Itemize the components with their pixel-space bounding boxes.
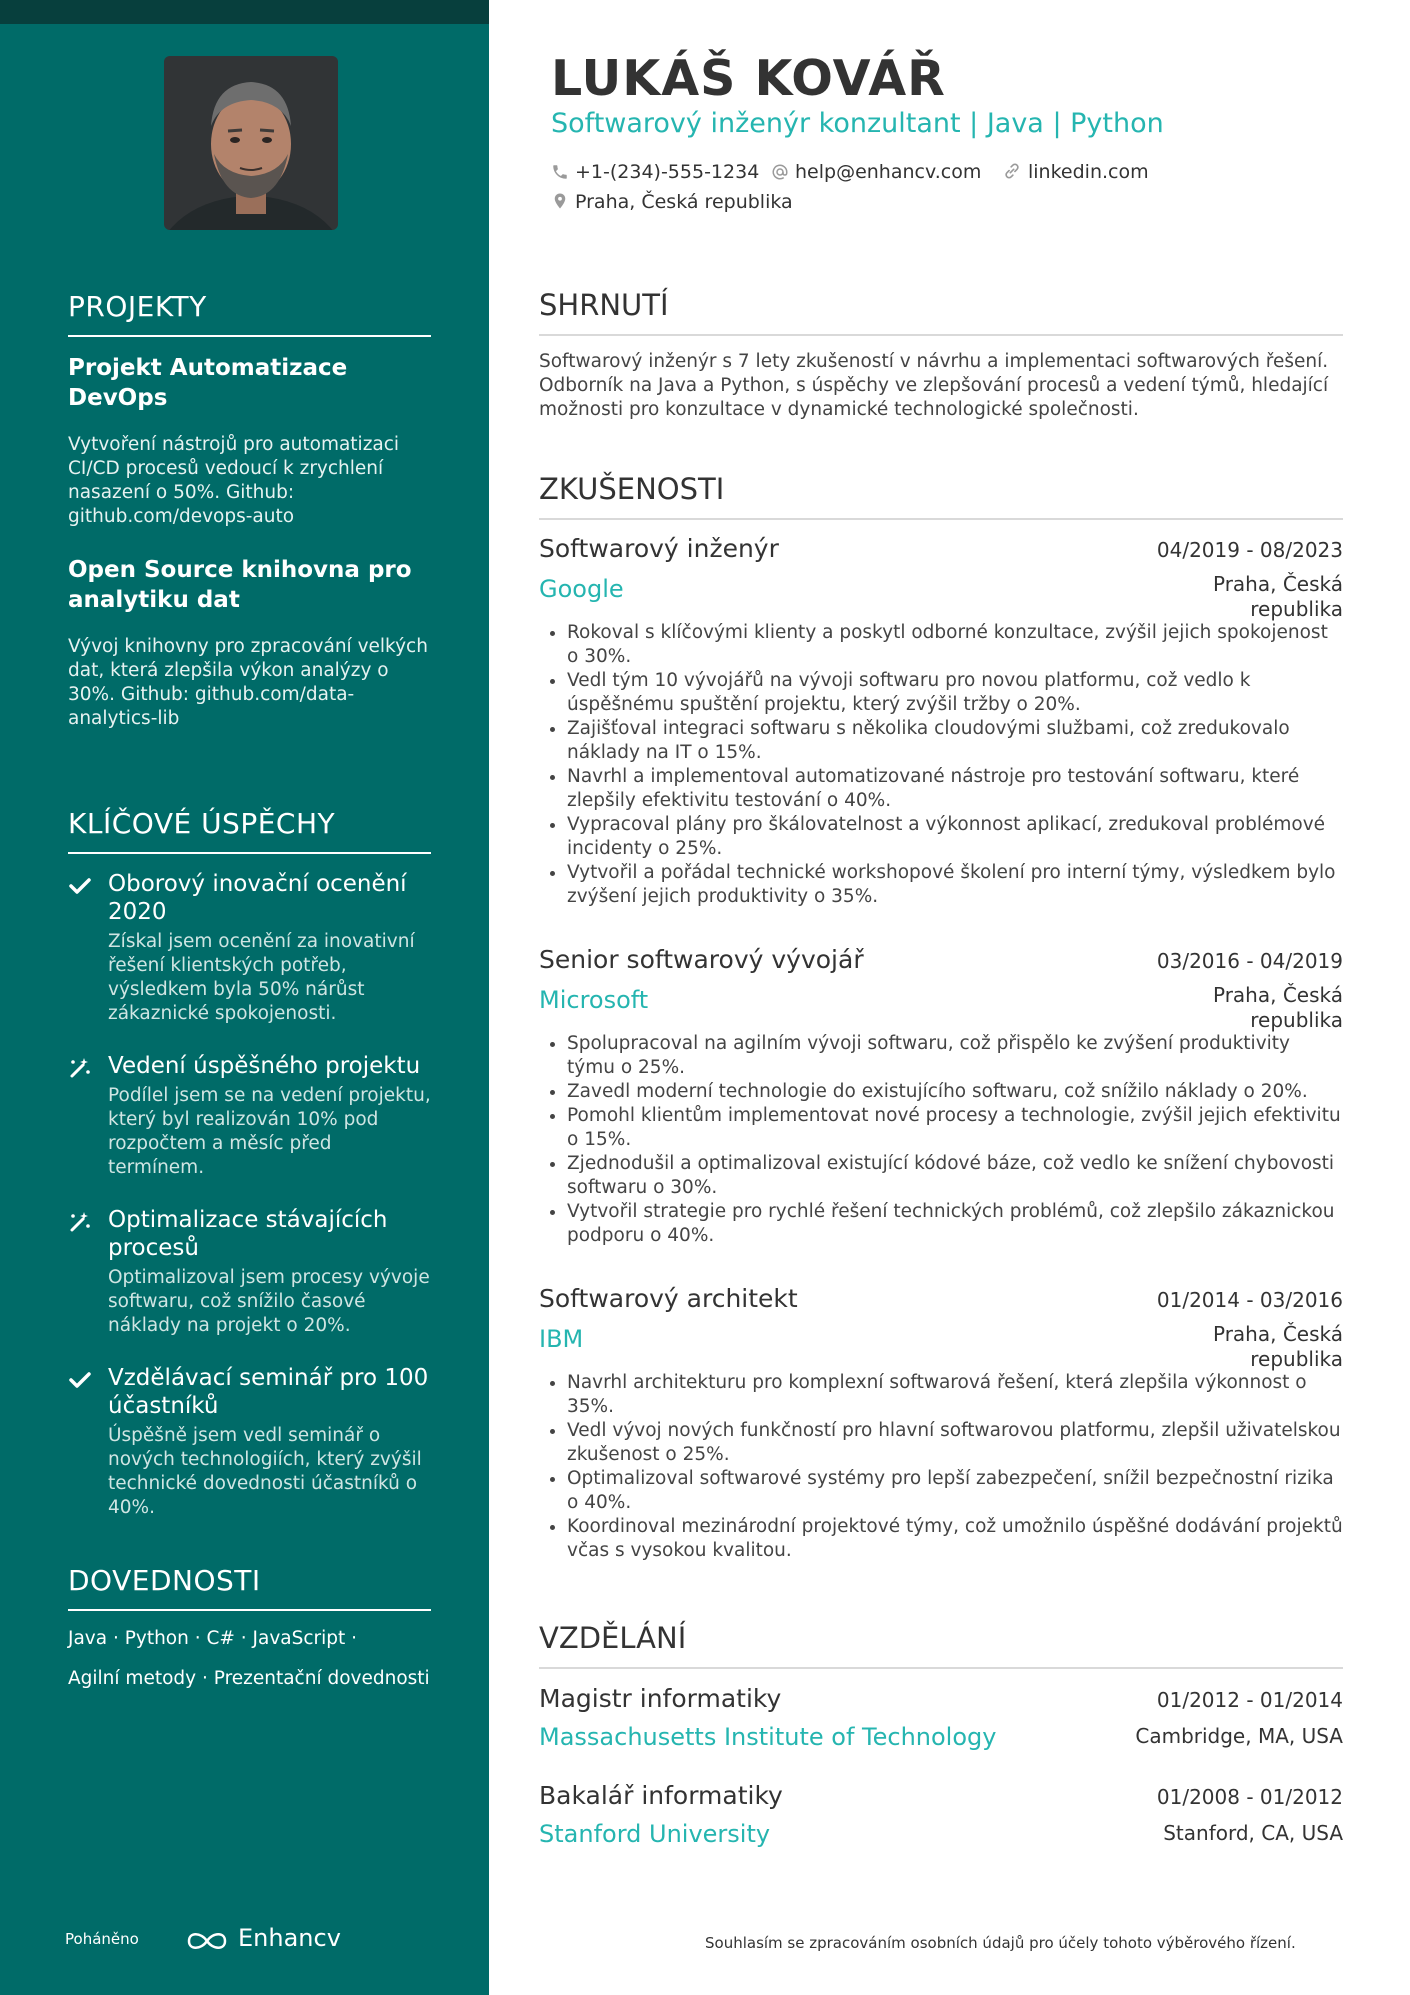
- achievement-title: Oborový inovační ocenění 2020: [108, 871, 407, 925]
- list-item: • Spolupracoval na agilním vývoji softwaru, což přispělo ke zvýšení produktivity týmu o 25%.: [567, 1032, 1343, 1080]
- list-item: • Navrhl a implementoval automatizované nástroje pro testování softwaru, které zlepšily efektivitu testování o 40%.: [567, 765, 1343, 813]
- list-item: • Zajišťoval integraci softwaru s několika cloudovými službami, což zredukovalo náklady na IT o 15%.: [567, 717, 1343, 765]
- list-item: • Rokoval s klíčovými klienty a poskytl odborné konzultace, zvýšil jejich spokojenost o 30%.: [567, 621, 1343, 669]
- achievement-title: Vedení úspěšného projektu: [108, 1053, 421, 1079]
- degree-title: Bakalář informatiky: [539, 1781, 783, 1810]
- education-location: Stanford, CA, USA: [1163, 1821, 1343, 1845]
- achievement-description: Podílel jsem se na vedení projektu, který byl realizován 10% pod rozpočtem a měsíc před termínem.: [108, 1085, 431, 1178]
- job-title: Senior softwarový vývojář: [539, 945, 864, 974]
- magic-wand-icon: [68, 1210, 92, 1234]
- school-name: Massachusetts Institute of Technology: [539, 1723, 997, 1751]
- achievement-description: Optimalizoval jsem procesy vývoje softwaru, což snížilo časové náklady na projekt o 20%.: [108, 1267, 430, 1336]
- list-item: • Optimalizoval softwarové systémy pro lepší zabezpečení, snížil bezpečnostní rizika o 40%.: [567, 1467, 1343, 1515]
- project-item: [68, 555, 431, 731]
- achievement-item: [68, 1206, 431, 1338]
- job-entry: [539, 1284, 1343, 1563]
- list-item: • Pomohl klientům implementovat nové procesy a technologie, zvýšil jejich efektivitu o 15%.: [567, 1104, 1343, 1152]
- skills-heading: DOVEDNOSTI: [68, 1564, 431, 1611]
- phone-icon: [551, 163, 569, 181]
- project-title: Projekt Automatizace DevOps: [68, 355, 348, 411]
- experience-heading: ZKUŠENOSTI: [539, 472, 1343, 520]
- link-icon: [1002, 161, 1022, 181]
- job-location: Praha, Česká republika: [1212, 572, 1343, 621]
- linkedin-contact[interactable]: [1002, 161, 1149, 183]
- education-dates: 01/2012 - 01/2014: [1156, 1688, 1343, 1712]
- job-title: Softwarový architekt: [539, 1284, 798, 1313]
- education-entry: [539, 1684, 1343, 1751]
- candidate-name: LUKÁŠ KOVÁŘ: [551, 50, 946, 107]
- check-icon: [68, 1368, 92, 1392]
- job-dates: 03/2016 - 04/2019: [1156, 949, 1343, 973]
- location-pin-icon: [551, 191, 569, 211]
- education-dates: 01/2008 - 01/2012: [1156, 1785, 1343, 1809]
- check-icon: [68, 874, 92, 898]
- job-entry: [539, 945, 1343, 1248]
- at-icon: [771, 163, 789, 181]
- summary-text: Softwarový inženýr s 7 lety zkušeností v návrhu a implementaci softwarových řešení. Odborník na Java a Python, s úspěchy ve zlepšování procesů a vedení týmů, hledající možnosti pro konzultace v dynamické technologické společnosti.: [539, 351, 1329, 420]
- achievement-item: [68, 1364, 431, 1520]
- achievements-section: [68, 807, 431, 1520]
- skills-list: Agilní metody · Prezentační dovednosti: [68, 1668, 430, 1689]
- job-dates: 01/2014 - 03/2016: [1156, 1288, 1343, 1312]
- summary-heading: SHRNUTÍ: [539, 288, 1343, 336]
- linkedin-link[interactable]: linkedin.com: [1028, 161, 1149, 183]
- profile-photo: [164, 56, 338, 230]
- skills-section: [68, 1564, 431, 1691]
- list-item: • Zjednodušil a optimalizoval existující kódové báze, což vedlo ke snížení chybovosti softwaru o 30%.: [567, 1152, 1343, 1200]
- project-description: Vytvoření nástrojů pro automatizaci CI/CD procesů vedoucí k zrychlení nasazení o 50%. Github: github.com/devops-auto: [68, 434, 400, 527]
- job-dates: 04/2019 - 08/2023: [1156, 538, 1343, 562]
- project-title: Open Source knihovna pro analytiku dat: [68, 557, 412, 613]
- location-text: Praha, Česká republika: [575, 191, 793, 213]
- job-bullets: [539, 1371, 1343, 1563]
- list-item: • Vytvořil strategie pro rychlé řešení technických problémů, což zlepšilo zákaznickou podporu o 40%.: [567, 1200, 1343, 1248]
- achievement-description: Úspěšně jsem vedl seminář o nových technologiích, který zvýšil technické dovednosti účastníků o 40%.: [108, 1425, 422, 1518]
- list-item: • Vedl tým 10 vývojářů na vývoji softwaru pro novou platformu, což vedlo k úspěšnému spuštění projektu, který zvýšil tržby o 20%.: [567, 669, 1343, 717]
- education-location: Cambridge, MA, USA: [1135, 1724, 1343, 1748]
- company-name: Google: [539, 575, 624, 603]
- email-contact[interactable]: [771, 161, 981, 183]
- projects-heading: PROJEKTY: [68, 290, 431, 337]
- achievement-title: Optimalizace stávajících procesů: [108, 1207, 388, 1261]
- email-address[interactable]: help@enhancv.com: [795, 161, 982, 183]
- company-name: IBM: [539, 1325, 584, 1353]
- job-title: Softwarový inženýr: [539, 534, 779, 563]
- degree-title: Magistr informatiky: [539, 1684, 782, 1713]
- project-item: [68, 353, 431, 529]
- list-item: • Vedl vývoj nových funkčností pro hlavní softwarovou platformu, zlepšil uživatelskou zkušenost o 25%.: [567, 1419, 1343, 1467]
- skills-list: Java · Python · C# · JavaScript ·: [68, 1628, 358, 1649]
- project-description: Vývoj knihovny pro zpracování velkých dat, která zlepšila výkon analýzy o 30%. Github: github.com/data-analytics-lib: [68, 636, 428, 729]
- achievement-description: Získal jsem ocenění za inovativní řešení klientských potřeb, výsledkem byla 50% nárůst zákaznické spokojenosti.: [108, 931, 415, 1024]
- job-bullets: [539, 621, 1343, 909]
- achievements-heading: KLÍČOVÉ ÚSPĚCHY: [68, 807, 431, 854]
- list-item: • Vypracoval plány pro škálovatelnost a výkonnost aplikací, zredukoval problémové incidenty o 25%.: [567, 813, 1343, 861]
- company-name: Microsoft: [539, 986, 649, 1014]
- phone-number: +1-(234)-555-1234: [575, 161, 760, 183]
- job-location: Praha, Česká republika: [1212, 983, 1343, 1032]
- powered-by-label: Poháněno: [65, 1930, 139, 1948]
- projects-section: [68, 290, 431, 731]
- magic-wand-icon: [68, 1056, 92, 1080]
- list-item: • Vytvořil a pořádal technické workshopové školení pro interní týmy, výsledkem bylo zvýšení jejich produktivity o 35%.: [567, 861, 1343, 909]
- sidebar: [0, 0, 489, 1995]
- list-item: • Navrhl architekturu pro komplexní softwarová řešení, která zlepšila výkonnost o 35%.: [567, 1371, 1343, 1419]
- achievement-item: [68, 1052, 431, 1180]
- location-contact: [551, 191, 793, 213]
- job-location: Praha, Česká republika: [1212, 1322, 1343, 1371]
- school-name: Stanford University: [539, 1820, 771, 1848]
- phone-contact: [551, 161, 759, 183]
- job-bullets: [539, 1032, 1343, 1248]
- achievement-item: [68, 870, 431, 1026]
- candidate-title: Softwarový inženýr konzultant | Java | Python: [551, 108, 1164, 139]
- education-heading: VZDĚLÁNÍ: [539, 1621, 1343, 1669]
- job-entry: [539, 534, 1343, 909]
- brand-name: Enhancv: [238, 1924, 341, 1952]
- achievement-title: Vzdělávací seminář pro 100 účastníků: [108, 1365, 429, 1419]
- list-item: • Koordinoval mezinárodní projektové týmy, což umožnilo úspěšné dodávání projektů včas s vysokou kvalitou.: [567, 1515, 1343, 1563]
- sidebar-top-bar: [0, 0, 489, 24]
- consent-note: Souhlasím se zpracováním osobních údajů pro účely tohoto výběrového řízení.: [705, 1934, 1296, 1952]
- education-entry: [539, 1781, 1343, 1848]
- list-item: • Zavedl moderní technologie do existujícího softwaru, což snížilo náklady o 20%.: [567, 1080, 1343, 1104]
